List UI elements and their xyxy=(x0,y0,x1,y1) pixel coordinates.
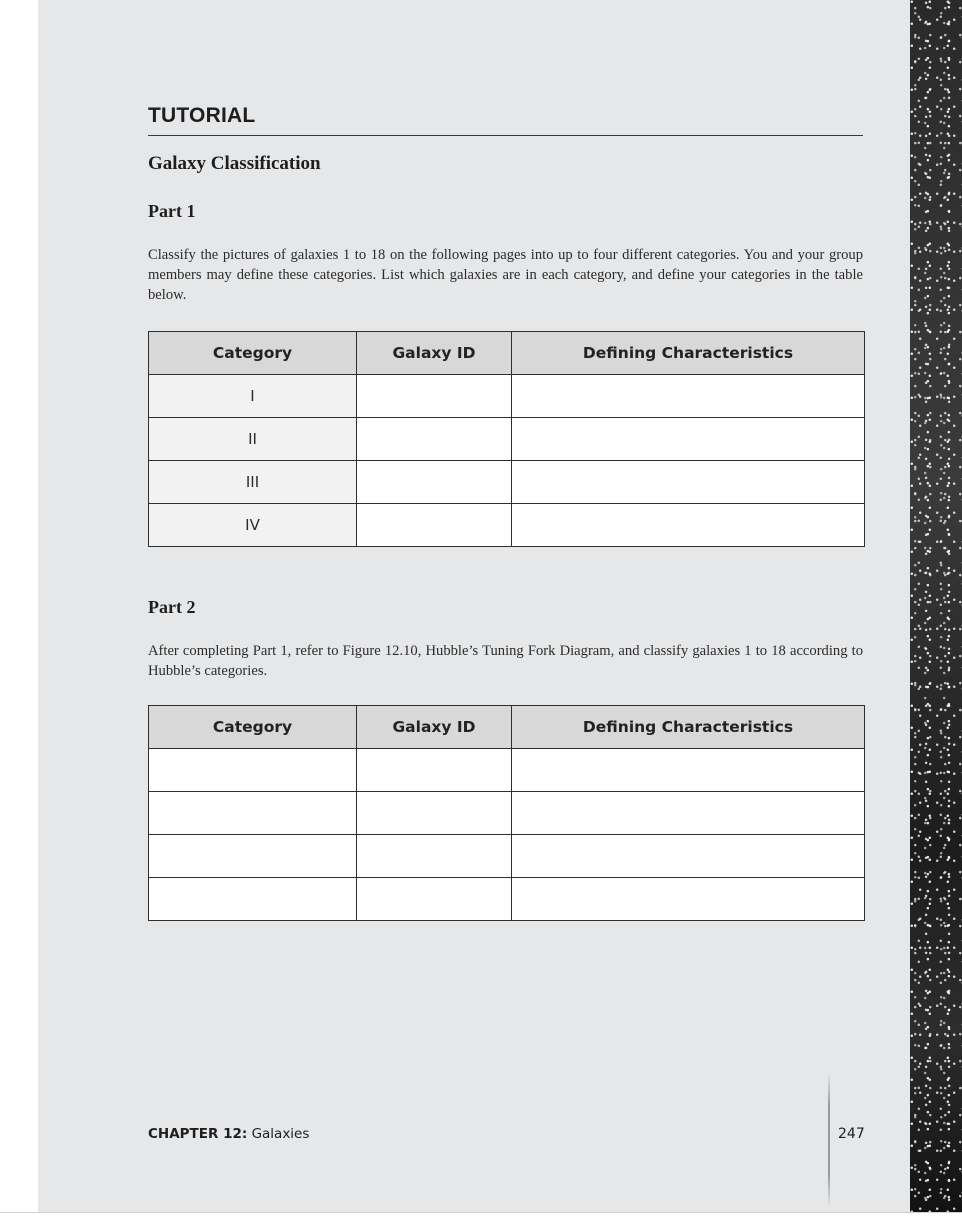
characteristics-cell[interactable] xyxy=(512,749,865,792)
heading-rule xyxy=(148,135,863,136)
part1-heading: Part 1 xyxy=(148,201,196,221)
chapter-label: CHAPTER 12: xyxy=(148,1126,248,1142)
part2-table xyxy=(148,705,865,921)
galaxy-id-cell[interactable] xyxy=(357,835,512,878)
galaxy-id-cell[interactable] xyxy=(357,792,512,835)
characteristics-cell[interactable] xyxy=(512,418,865,461)
header-galaxy-id: Galaxy ID xyxy=(357,332,512,375)
section-label: TUTORIAL xyxy=(148,104,256,127)
category-cell[interactable] xyxy=(149,878,357,921)
header-galaxy-id: Galaxy ID xyxy=(357,706,512,749)
page-number: 247 xyxy=(838,1126,865,1142)
galaxy-id-cell[interactable] xyxy=(357,461,512,504)
category-cell[interactable] xyxy=(149,835,357,878)
table-header-row xyxy=(149,332,865,375)
category-cell: IV xyxy=(149,504,357,547)
category-cell: III xyxy=(149,461,357,504)
table-row xyxy=(149,375,865,418)
page-title: Galaxy Classification xyxy=(148,153,321,174)
characteristics-cell[interactable] xyxy=(512,878,865,921)
table-row xyxy=(149,878,865,921)
characteristics-cell[interactable] xyxy=(512,375,865,418)
header-category: Category xyxy=(149,706,357,749)
category-cell[interactable] xyxy=(149,749,357,792)
header-defining-characteristics: Defining Characteristics xyxy=(512,706,865,749)
category-cell: I xyxy=(149,375,357,418)
table-row xyxy=(149,504,865,547)
header-category: Category xyxy=(149,332,357,375)
table-row xyxy=(149,835,865,878)
textbook-page xyxy=(38,0,910,1212)
category-cell: II xyxy=(149,418,357,461)
header-defining-characteristics: Defining Characteristics xyxy=(512,332,865,375)
galaxy-id-cell[interactable] xyxy=(357,749,512,792)
table-header-row xyxy=(149,706,865,749)
part2-heading: Part 2 xyxy=(148,597,196,617)
galaxy-id-cell[interactable] xyxy=(357,878,512,921)
galaxy-id-cell[interactable] xyxy=(357,504,512,547)
part1-table xyxy=(148,331,865,547)
galaxy-id-cell[interactable] xyxy=(357,375,512,418)
viewer-bottom-edge xyxy=(0,1212,962,1231)
category-cell[interactable] xyxy=(149,792,357,835)
characteristics-cell[interactable] xyxy=(512,504,865,547)
table-row xyxy=(149,418,865,461)
chapter-title: Galaxies xyxy=(251,1126,310,1142)
footer-chapter xyxy=(148,1126,309,1142)
part2-instructions: After completing Part 1, refer to Figure 12.10, Hubble’s Tuning Fork Diagram, and classify galaxies 1 to 18 according to Hubble’s categories. xyxy=(148,643,863,679)
part1-instructions: Classify the pictures of galaxies 1 to 18 on the following pages into up to four different categories. You and your group members may define these categories. List which galaxies are in each category, and define your categories in the table below. xyxy=(148,247,863,303)
table-row xyxy=(149,461,865,504)
footer-divider xyxy=(828,1072,830,1208)
starfield-margin-image xyxy=(910,0,962,1212)
characteristics-cell[interactable] xyxy=(512,792,865,835)
characteristics-cell[interactable] xyxy=(512,461,865,504)
galaxy-id-cell[interactable] xyxy=(357,418,512,461)
table-row xyxy=(149,792,865,835)
characteristics-cell[interactable] xyxy=(512,835,865,878)
table-row xyxy=(149,749,865,792)
